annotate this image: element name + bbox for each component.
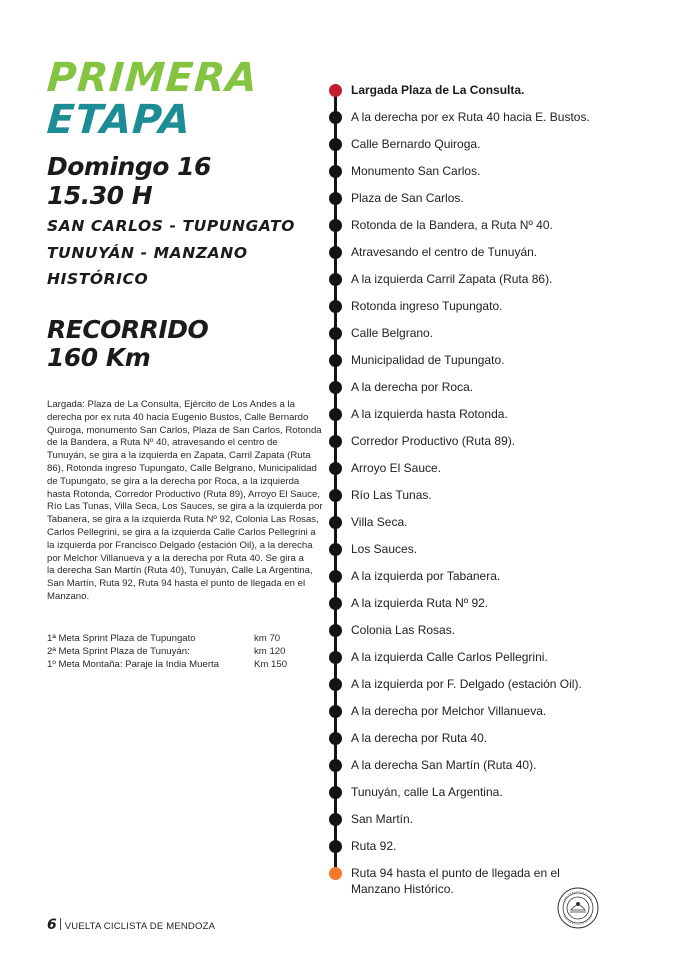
description-line: la izquierda por Francisco Delgado (estación Oil), a la derecha xyxy=(47,539,313,551)
stop-label: A la izquierda Carril Zapata (Ruta 86). xyxy=(351,272,553,286)
timeline-stop xyxy=(322,728,662,748)
timeline-stop xyxy=(322,566,662,586)
timeline-stop xyxy=(322,512,662,532)
stop-label: A la izquierda hasta Rotonda. xyxy=(351,407,508,421)
stop-dot-icon xyxy=(329,840,342,853)
timeline-stop xyxy=(322,296,662,316)
route-line: TUNUYÁN - MANZANO xyxy=(47,243,248,262)
stop-label: Ruta 94 hasta el punto de llegada en el Manzano Histórico. xyxy=(351,866,560,896)
timeline-stop xyxy=(322,323,662,343)
stop-dot-icon xyxy=(329,597,342,610)
stage-date: Domingo 16 xyxy=(47,152,211,181)
timeline-stop xyxy=(322,701,662,721)
stop-dot-icon xyxy=(329,732,342,745)
footer-text: VUELTA CICLISTA DE MENDOZA xyxy=(64,921,216,932)
goal-item xyxy=(47,632,317,645)
stop-dot-icon xyxy=(329,705,342,718)
route-description xyxy=(47,399,323,604)
timeline-stop xyxy=(322,242,662,262)
stop-label: Ruta 92. xyxy=(351,839,397,853)
timeline-stop xyxy=(322,431,662,451)
footer-separator xyxy=(60,918,61,930)
stop-dot-icon xyxy=(329,381,342,394)
stop-dot-icon xyxy=(329,246,342,259)
stop-label: Rotonda ingreso Tupungato. xyxy=(351,299,503,313)
stop-dot-icon xyxy=(329,786,342,799)
stop-label: A la derecha San Martín (Ruta 40). xyxy=(351,758,537,772)
route-timeline xyxy=(322,80,662,900)
timeline-stop xyxy=(322,539,662,559)
stop-label: A la izquierda Ruta Nº 92. xyxy=(351,596,489,610)
stop-dot-icon xyxy=(329,435,342,448)
stop-label: Arroyo El Sauce. xyxy=(351,461,442,475)
stop-dot-icon xyxy=(329,354,342,367)
recorrido-distance: 160 Km xyxy=(47,343,151,372)
description-line: por Melchor Villanueva y a la derecha por Ruta 40. Se gira a xyxy=(47,552,304,564)
stage-time: 15.30 H xyxy=(47,181,153,210)
stop-label: A la derecha por Ruta 40. xyxy=(351,731,488,745)
stop-label: A la derecha por Roca. xyxy=(351,380,474,394)
stop-label: A la izquierda Calle Carlos Pellegrini. xyxy=(351,650,548,664)
stop-dot-icon xyxy=(329,273,342,286)
stop-dot-icon xyxy=(329,516,342,529)
stop-label: A la derecha por ex Ruta 40 hacia E. Bustos. xyxy=(351,110,590,124)
stop-label: Plaza de San Carlos. xyxy=(351,191,464,205)
timeline-stop xyxy=(322,620,662,640)
stop-dot-icon xyxy=(329,219,342,232)
description-line: la derecha San Martín (Ruta 40), Tunuyán, Calle La Argentina, xyxy=(47,565,313,577)
description-line: San Martín, Ruta 92, Ruta 94 hasta el punto de llegada en el xyxy=(47,578,306,590)
goal-name: 2ª Meta Sprint Plaza de Tunuyán: xyxy=(47,646,190,657)
goals-list xyxy=(47,632,317,671)
stage-title-etapa: ETAPA xyxy=(45,97,193,143)
stop-dot-icon xyxy=(329,570,342,583)
finish-dot-icon xyxy=(329,867,342,880)
stop-dot-icon xyxy=(329,651,342,664)
stop-label: San Martín. xyxy=(351,812,414,826)
timeline-stop xyxy=(322,809,662,829)
stop-dot-icon xyxy=(329,111,342,124)
stop-label: Los Sauces. xyxy=(351,542,418,556)
timeline-stop xyxy=(322,782,662,802)
start-dot-icon xyxy=(329,84,342,97)
description-line: hasta Rotonda, Corredor Productivo (Ruta 89), Arroyo El Sauce, xyxy=(47,488,321,500)
goal-name: 1º Meta Montaña: Paraje la India Muerta xyxy=(47,659,220,670)
stage-title-primera: PRIMERA xyxy=(45,55,260,101)
timeline-stop xyxy=(322,863,662,899)
route-line: HISTÓRICO xyxy=(47,270,149,288)
description-line: de Tupungato, se gira a la derecha por Roca, a la izquierda xyxy=(47,475,300,487)
description-line: derecha por ex ruta 40 hacia Eugenio Bustos, Calle Bernardo xyxy=(47,411,309,423)
page-number: 6 xyxy=(47,917,57,933)
stop-label: Colonia Las Rosas. xyxy=(351,623,456,637)
timeline-stop xyxy=(322,836,662,856)
timeline-stop xyxy=(322,134,662,154)
stop-label: Río Las Tunas. xyxy=(351,488,432,502)
timeline-stop xyxy=(322,377,662,397)
stop-label: Monumento San Carlos. xyxy=(351,164,481,178)
stop-label: A la izquierda por Tabanera. xyxy=(351,569,501,583)
stop-dot-icon xyxy=(329,624,342,637)
goal-item xyxy=(47,658,317,671)
timeline-stop xyxy=(322,647,662,667)
stop-label: Tunuyán, calle La Argentina. xyxy=(351,785,503,799)
stop-dot-icon xyxy=(329,408,342,421)
goal-item xyxy=(47,645,317,658)
seal-icon xyxy=(556,886,600,930)
page-footer xyxy=(47,917,215,935)
timeline-stop xyxy=(322,107,662,127)
timeline-stop xyxy=(322,350,662,370)
stop-dot-icon xyxy=(329,678,342,691)
stop-label: Rotonda de la Bandera, a Ruta Nº 40. xyxy=(351,218,553,232)
description-line: Largada: Plaza de La Consulta, Ejército de Los Andes a la xyxy=(47,399,296,410)
stop-dot-icon xyxy=(329,192,342,205)
route-line: SAN CARLOS - TUPUNGATO xyxy=(47,217,295,235)
stop-label: Calle Bernardo Quiroga. xyxy=(351,137,481,151)
stop-dot-icon xyxy=(329,543,342,556)
stop-label: Largada Plaza de La Consulta. xyxy=(351,83,525,97)
stop-dot-icon xyxy=(329,462,342,475)
stop-label: A la derecha por Melchor Villanueva. xyxy=(351,704,547,718)
stop-dot-icon xyxy=(329,813,342,826)
goal-name: 1ª Meta Sprint Plaza de Tupungato xyxy=(47,633,196,644)
stop-dot-icon xyxy=(329,759,342,772)
timeline-stop xyxy=(322,269,662,289)
description-line: Tunuyán, se gira a la izquierda en Zapata, Carril Zapata (Ruta xyxy=(47,450,311,462)
stop-dot-icon xyxy=(329,165,342,178)
timeline-stop xyxy=(322,674,662,694)
stop-dot-icon xyxy=(329,489,342,502)
timeline-stop xyxy=(322,485,662,505)
stop-label: Municipalidad de Tupungato. xyxy=(351,353,505,367)
stop-label: Corredor Productivo (Ruta 89). xyxy=(351,434,516,448)
description-line: Manzano. xyxy=(47,590,90,602)
timeline-stop xyxy=(322,161,662,181)
goal-km: km 70 xyxy=(254,633,281,644)
description-line: de la Bandera, a Ruta Nº 40, atravesando el centro de xyxy=(47,437,278,449)
timeline-stop xyxy=(322,215,662,235)
timeline-stop xyxy=(322,755,662,775)
stop-dot-icon xyxy=(329,138,342,151)
stop-dot-icon xyxy=(329,327,342,340)
stop-label: Calle Belgrano. xyxy=(351,326,434,340)
recorrido-heading: RECORRIDO xyxy=(47,315,209,344)
timeline-stop xyxy=(322,404,662,424)
timeline-stop xyxy=(322,188,662,208)
stop-dot-icon xyxy=(329,300,342,313)
stop-label: Atravesando el centro de Tunuyán. xyxy=(351,245,538,259)
route-cities xyxy=(47,213,317,293)
stop-label: Villa Seca. xyxy=(351,515,408,529)
timeline-stop xyxy=(322,80,662,100)
goal-km: Km 150 xyxy=(254,659,288,670)
stop-label: A la izquierda por F. Delgado (estación Oil). xyxy=(351,677,582,691)
description-line: 86), Rotonda ingreso Tupungato, Calle Belgrano, Municipalidad xyxy=(47,462,317,474)
timeline-stop xyxy=(322,593,662,613)
description-line: Tabanera, se gira a la izquierda Ruta Nº 92, Colonia Las Rosas, xyxy=(47,514,319,526)
timeline-stop xyxy=(322,458,662,478)
description-line: Quiroga, monumento San Carlos, Plaza de San Carlos, Rotonda xyxy=(47,424,322,436)
goal-km: km 120 xyxy=(254,646,286,657)
description-line: Río Las Tunas, Villa Seca, Los Sauces, se gira a la izquierda por xyxy=(47,501,323,513)
description-line: Carlos Pellegrini, se gira a la izquierda Calle Carlos Pellegrini a xyxy=(47,526,316,538)
